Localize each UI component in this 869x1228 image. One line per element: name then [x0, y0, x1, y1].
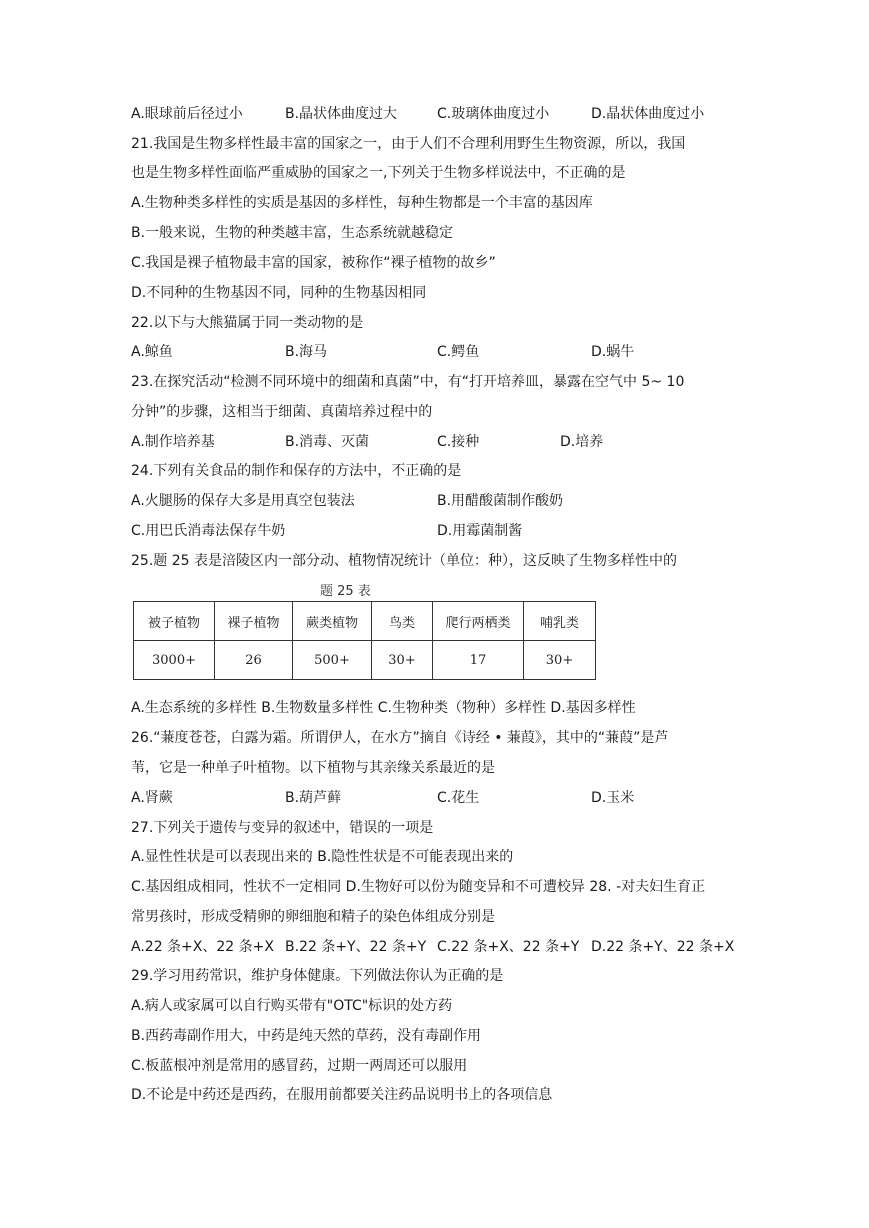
q22-option-d: D.蜗牛: [591, 344, 635, 360]
q24-option-d: D.用霉菌制酱: [437, 523, 523, 539]
q25-header-ferns: 蕨类植物: [293, 602, 372, 641]
q22-stem: 22.以下与大熊猫属于同一类动物的是: [131, 315, 364, 331]
q20-option-c: C.玻璃体曲度过小: [437, 106, 550, 122]
q25-header-reptiles-amphibians: 爬行两栖类: [433, 602, 524, 641]
q21-stem-line-1: 21.我国是生物多样性最丰富的国家之一，由于人们不合理利用野生生物资源，所以，我国: [131, 136, 686, 152]
q20-option-d: D.晶状体曲度过小: [591, 106, 705, 122]
q28-option-b: B.22 条+Y、22 条+Y: [285, 939, 427, 955]
q25-header-gymnosperms: 裸子植物: [215, 602, 293, 641]
q27-options-ab: A.显性性状是可以表现出来的 B.隐性性状是不可能表现出来的: [131, 849, 514, 865]
q26-option-c: C.花生: [437, 790, 480, 806]
q28-option-a: A.22 条+X、22 条+X: [131, 939, 274, 955]
q29-option-b: B.西药毒副作用大，中药是纯天然的草药，没有毒副作用: [131, 1028, 482, 1044]
q28-stem: 常男孩时，形成受精卵的卵细胞和精子的染色体组成分别是: [131, 909, 495, 925]
q21-option-a: A.生物种类多样性的实质是基因的多样性，每种生物都是一个丰富的基因库: [131, 195, 593, 211]
q23-option-c: C.接种: [437, 434, 480, 450]
q26-stem-line-1: 26.“蒹度苍苍，白露为霜。所谓伊人，在水方”摘自《诗经 • 蒹葭》，其中的“蒹葭”是芦: [131, 730, 669, 746]
q24-option-a: A.火腿肠的保存大多是用真空包装法: [131, 493, 355, 509]
q27-stem: 27.下列关于遗传与变异的叙述中，错误的一项是: [131, 820, 434, 836]
q25-value-mammals: 30+: [524, 641, 596, 680]
q22-option-c: C.鳄鱼: [437, 344, 480, 360]
q27-options-cd: C.基因组成相同，性状不一定相同 D.生物好可以份为随变异和不可遭校异 28. -对夫妇生育正: [131, 879, 706, 895]
q26-option-a: A.肾蕨: [131, 790, 173, 806]
q28-option-d: D.22 条+Y、22 条+X: [591, 939, 735, 955]
q23-option-d: D.培养: [560, 434, 604, 450]
q29-option-d: D.不论是中药还是西药，在服用前都要关注药品说明书上的各项信息: [131, 1087, 553, 1103]
q25-header-angiosperms: 被子植物: [134, 602, 215, 641]
q25-table-caption: 题 25 表: [320, 584, 371, 599]
q26-option-d: D.玉米: [591, 790, 635, 806]
q25-value-reptiles-amphibians: 17: [433, 641, 524, 680]
q25-value-birds: 30+: [372, 641, 433, 680]
q26-stem-line-2: 苇，它是一种单子叶植物。以下植物与其亲缘关系最近的是: [131, 760, 495, 776]
q20-option-a: A.眼球前后径过小: [131, 106, 243, 122]
q24-option-c: C.用巴氏消毒法保存牛奶: [131, 523, 286, 539]
q29-option-c: C.板蓝根冲剂是常用的感冒药，过期一两周还可以服用: [131, 1058, 468, 1074]
q26-option-b: B.葫芦藓: [285, 790, 342, 806]
q25-table: [133, 601, 596, 680]
q29-option-a: A.病人或家属可以自行购买带有"OTC"标识的处方药: [131, 998, 453, 1014]
q29-stem: 29.学习用药常识，维护身体健康。下列做法你认为正确的是: [131, 968, 504, 984]
q25-header-birds: 鸟类: [372, 602, 433, 641]
q25-value-angiosperms: 3000+: [134, 641, 215, 680]
q23-option-b: B.消毒、灭菌: [285, 434, 370, 450]
q24-option-b: B.用醋酸菌制作酸奶: [437, 493, 564, 509]
q23-stem-line-1: 23.在探究活动“检测不同环境中的细菌和真菌”中，有“打开培养皿，暴露在空气中 5~ 10: [131, 374, 685, 390]
q25-header-mammals: 哺乳类: [524, 602, 596, 641]
q25-table-value-row: [134, 641, 596, 680]
q21-stem-line-2: 也是生物多样性面临严重威胁的国家之一,下列关于生物多样说法中，不正确的是: [131, 165, 626, 181]
q21-option-b: B.一般来说，生物的种类越丰富，生态系统就越稳定: [131, 225, 454, 241]
q20-option-b: B.晶状体曲度过大: [285, 106, 398, 122]
q25-value-gymnosperms: 26: [215, 641, 293, 680]
q25-stem: 25.题 25 表是涪陵区内一部分动、植物情况统计（单位：种），这反映了生物多样性中的: [131, 553, 677, 569]
q22-option-b: B.海马: [285, 344, 328, 360]
q23-stem-line-2: 分钟”的步骤，这相当于细菌、真菌培养过程中的: [131, 404, 433, 420]
q28-option-c: C.22 条+X、22 条+Y: [437, 939, 580, 955]
q22-option-a: A.鲸鱼: [131, 344, 173, 360]
q25-table-header-row: [134, 602, 596, 641]
q24-stem: 24.下列有关食品的制作和保存的方法中，不正确的是: [131, 463, 462, 479]
q25-value-ferns: 500+: [293, 641, 372, 680]
q23-option-a: A.制作培养基: [131, 434, 215, 450]
q25-options: A.生态系统的多样性 B.生物数量多样性 C.生物种类（物种）多样性 D.基因多样性: [131, 700, 636, 716]
q21-option-d: D.不同种的生物基因不同，同种的生物基因相同: [131, 285, 427, 301]
q21-option-c: C.我国是裸子植物最丰富的国家，被称作“裸子植物的故乡”: [131, 255, 496, 271]
